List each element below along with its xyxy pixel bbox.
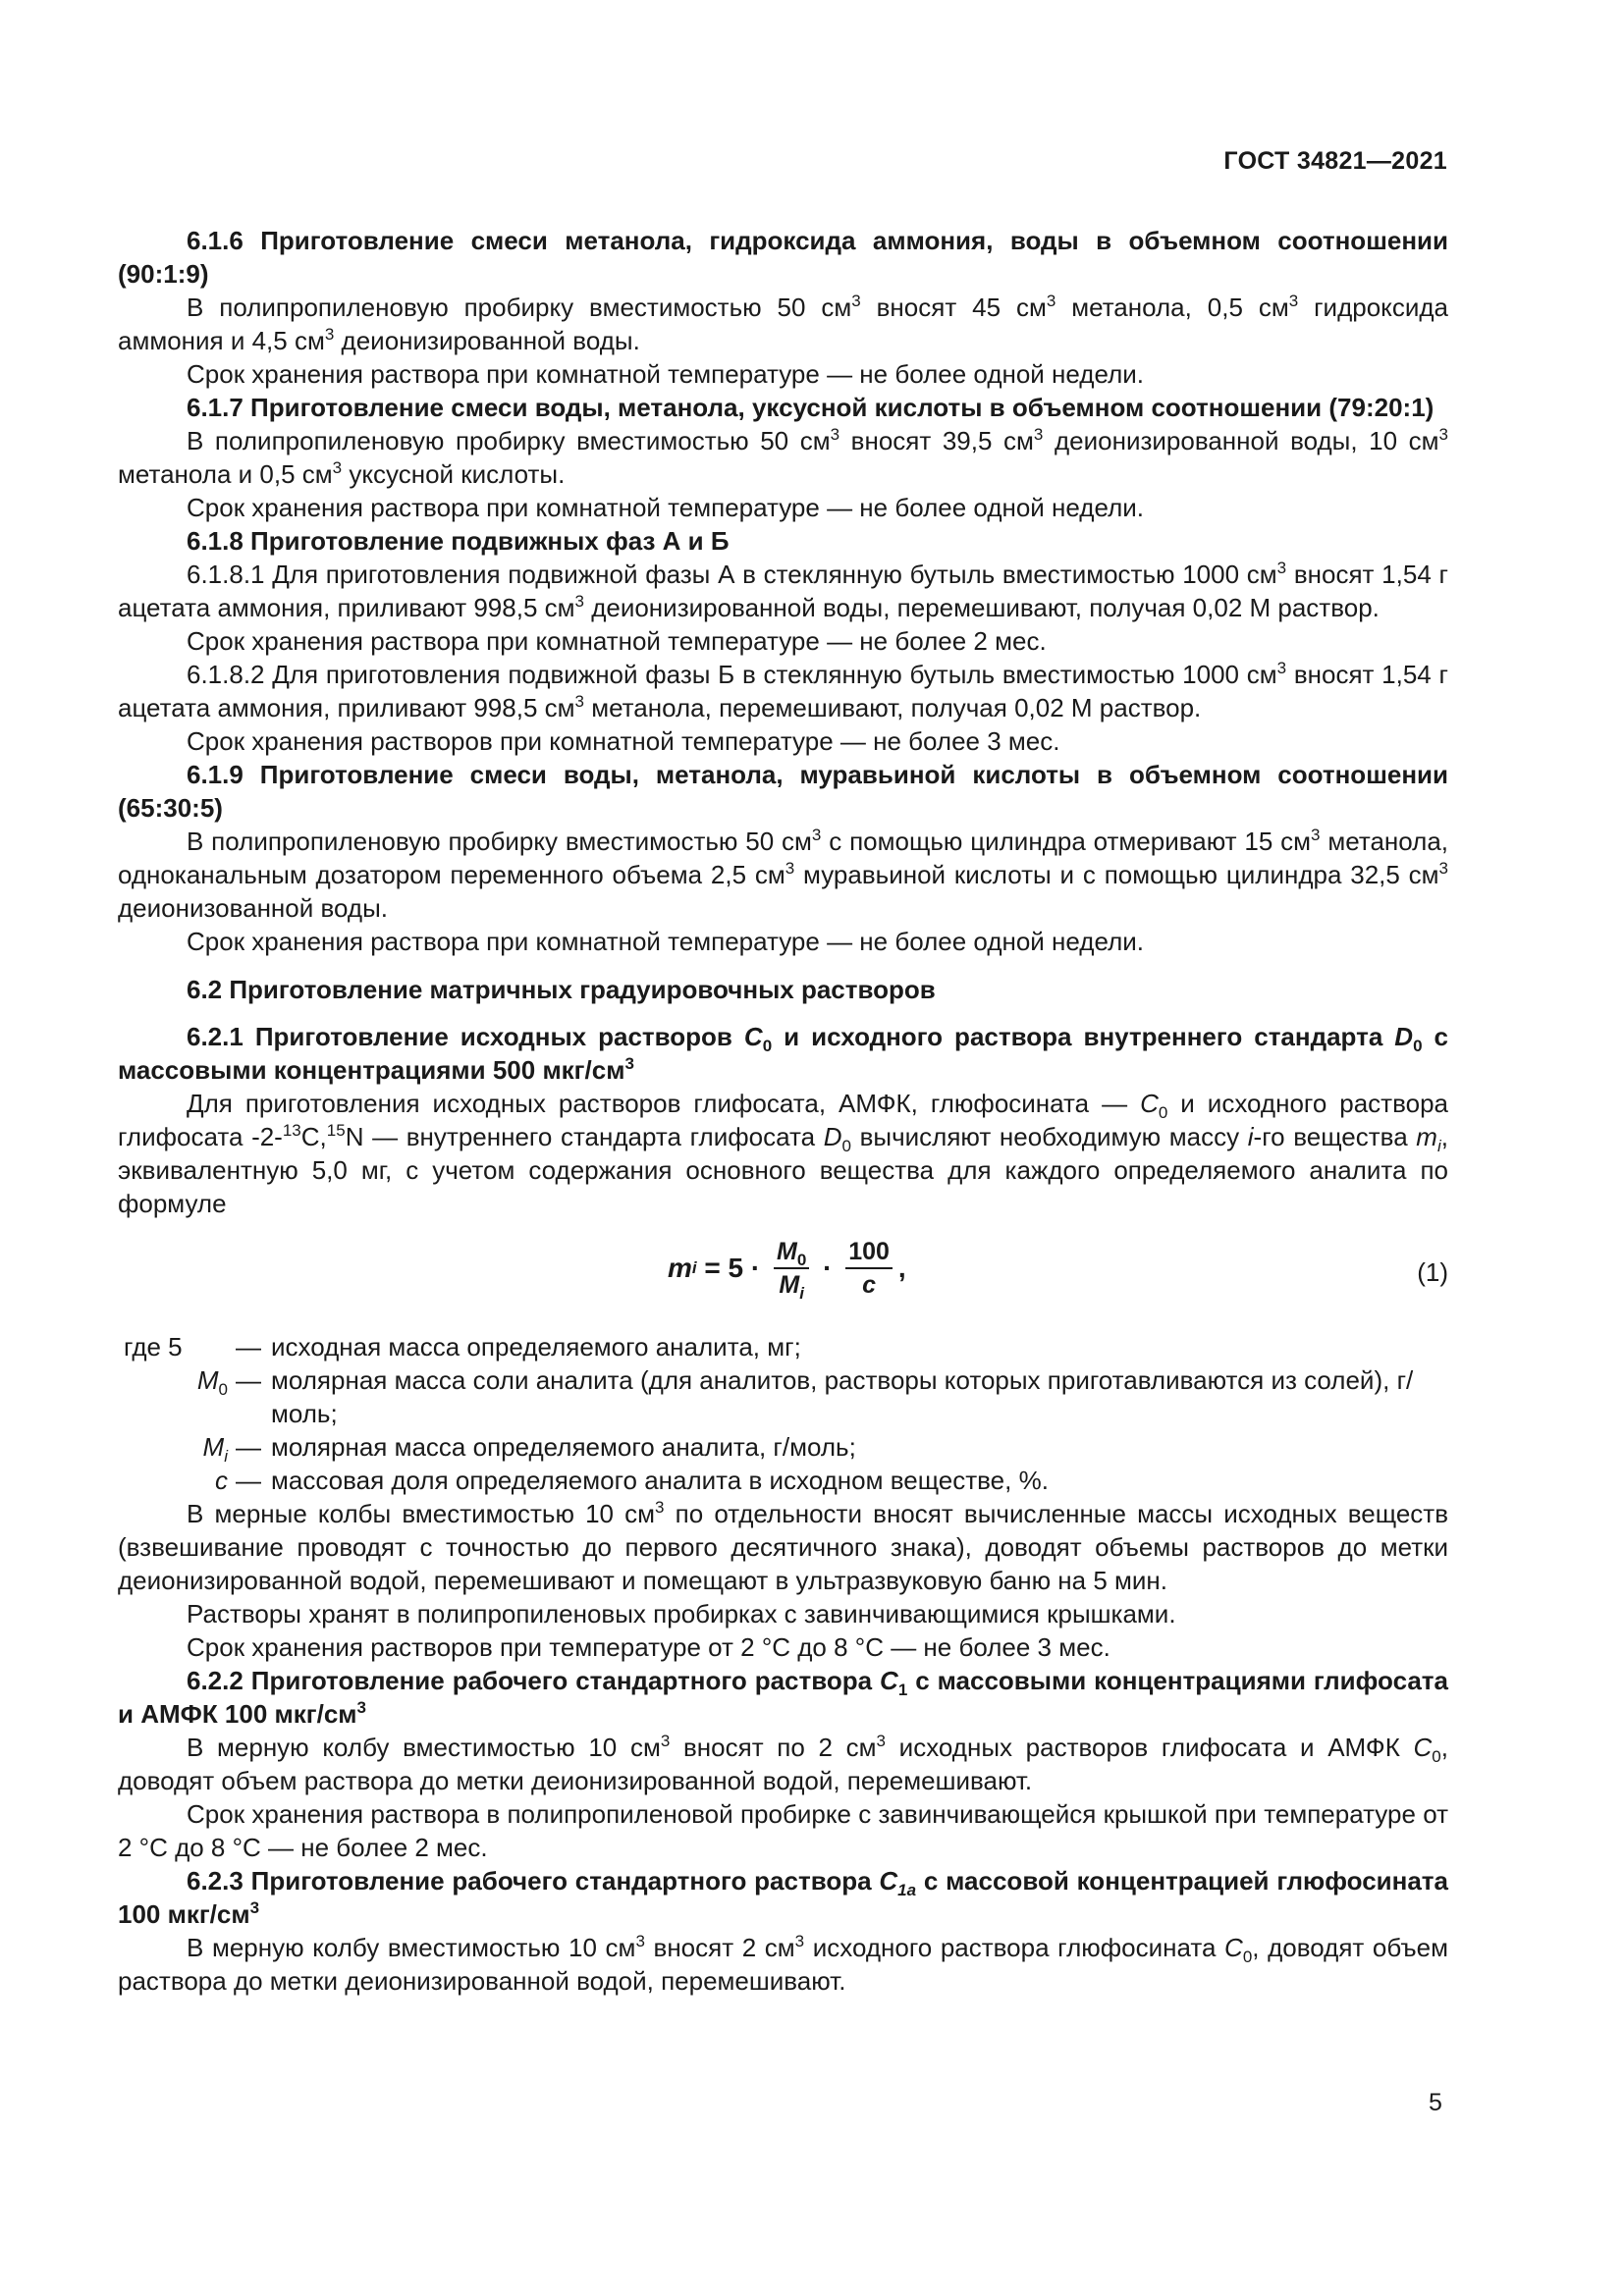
formula-1 — [118, 1226, 1448, 1322]
document-code: ГОСТ 34821—2021 — [1223, 147, 1447, 175]
section-6-1-8-1-para: 6.1.8.1 Для приготовления подвижной фазы А в стеклянную бутыль вместимостью 1000 $см^3$ вносят 1,54 г ацетата аммония, приливают 998,5 $см^3$ деионизированной воды, перемешивают, получая 0,02 М раствор. — [118, 559, 1448, 622]
formula-number: (1) — [1417, 1257, 1448, 1287]
section-6-2-2-para: В мерную колбу вместимостью 10 $см^3$ вносят по 2 $см^3$ исходных растворов глифосата и АМФК $C_0$, доводят объем раствора до метки деионизированной водой, перемешивают. — [118, 1732, 1448, 1795]
legend-symbol: $M_0$ — [196, 1365, 228, 1399]
section-6-1-7-storage: Срок хранения раствора при комнатной температуре — не более одной недели. — [187, 493, 1144, 522]
section-6-2-1-para-2: В мерные колбы вместимостью 10 $см^3$ по отдельности вносят вычисленные массы исходных веществ (взвешивание проводят с точностью до первого десятичного знака), доводят объемы растворов до метки деионизированной водой, перемешивают и помещают в ультразвуковую баню на 5 мин. — [118, 1498, 1449, 1595]
legend-symbol: c — [215, 1466, 228, 1495]
legend-symbol: $M_i$ — [202, 1432, 228, 1466]
section-6-1-7-para: В полипропиленовую пробирку вместимостью 50 $см^3$ вносят 39,5 $см^3$ деионизированной воды, 10 $см^3$ метанола и 0,5 $см^3$ уксусной кислоты. — [118, 425, 1448, 489]
section-6-1-6-title: 6.1.6 Приготовление смеси метанола, гидроксида аммония, воды в объемном соотношении (90:1:9) — [118, 226, 1448, 289]
section-6-1-8-2-storage: Срок хранения растворов при комнатной температуре — не более 3 мес. — [187, 726, 1060, 756]
formula-legend: где 5 — исходная масса определяемого аналита, мг; $M_0$ — молярная масса соли аналита (для аналитов, растворы которых приготавливаются из солей), г/моль; $M_i$ — молярная масса определяемого аналита, г/моль; c — массовая доля определяемого аналита в исходном веществе, %. — [118, 1330, 1448, 1497]
section-6-2-1-storage: Срок хранения растворов при температуре от 2 °С до 8 °С — не более 3 мес. — [187, 1632, 1110, 1662]
fraction-molar: $\frac{M_0}{M_i}$ — [774, 1238, 809, 1299]
legend-symbol: где 5 — [124, 1332, 183, 1362]
legend-definition: исходная масса определяемого аналита, мг; — [271, 1332, 801, 1362]
section-6-2-3-title: 6.2.3 Приготовление рабочего стандартного раствора $C_{1a}$ с массовой концентрацией глюфосината 100 мкг/$см^3$ — [118, 1866, 1448, 1929]
section-6-2-3-para: В мерную колбу вместимостью 10 $см^3$ вносят 2 $см^3$ исходного раствора глюфосината $C_0$, доводят объем раствора до метки деионизированной водой, перемешивают. — [118, 1932, 1448, 1996]
section-6-1-9-storage: Срок хранения раствора при комнатной температуре — не более одной недели. — [187, 927, 1144, 956]
section-6-1-9-para: В полипропиленовую пробирку вместимостью 50 $см^3$ с помощью цилиндра отмеривают 15 $см^3$ метанола, одноканальным дозатором переменного объема 2,5 $см^3$ муравьиной кислоты и с помощью цилиндра 32,5 $см^3$ деионизованной воды. — [118, 826, 1449, 923]
formula-expression: m i = 5 · $\frac{M_0}{M_i}$ · $\frac{100}{c}$ , — [668, 1238, 906, 1303]
section-6-1-8-title: 6.1.8 Приготовление подвижных фаз А и Б — [187, 526, 730, 556]
section-6-2-1-para: Для приготовления исходных растворов глифосата, АМФК, глюфосината — $C_0$ и исходного раствора глифосата -2-$^{13}$C,$^{15}$N — внутреннего стандарта глифосата $D_0$ вычисляют необходимую массу i-го вещества $m_i$, эквивалентную 5,0 мг, с учетом содержания основного вещества для каждого определяемого аналита по формуле — [118, 1089, 1448, 1218]
section-6-1-8-1-storage: Срок хранения раствора при комнатной температуре — не более 2 мес. — [187, 626, 1047, 656]
section-6-1-7-title: 6.1.7 Приготовление смеси воды, метанола, уксусной кислоты в объемном соотношении (79:20:1) — [187, 393, 1435, 422]
page-number: 5 — [1429, 2089, 1442, 2116]
section-6-1-9-title: 6.1.9 Приготовление смеси воды, метанола, муравьиной кислоты в объемном соотношении (65:30:5) — [118, 760, 1448, 823]
section-6-2-1-para-3: Растворы хранят в полипропиленовых пробирках с завинчивающимися крышками. — [187, 1599, 1176, 1629]
section-6-1-8-2-para: 6.1.8.2 Для приготовления подвижной фазы Б в стеклянную бутыль вместимостью 1000 $см^3$ вносят 1,54 г ацетата аммония, приливают 998,5 $см^3$ метанола, перемешивают, получая 0,02 М раствор. — [118, 659, 1448, 722]
section-6-1-6-para: В полипропиленовую пробирку вместимостью 50 $см^3$ вносят 45 $см^3$ метанола, 0,5 $см^3$ гидроксида аммония и 4,5 $см^3$ деионизированной воды. — [118, 292, 1448, 355]
legend-definition: молярная масса определяемого аналита, г/моль; — [271, 1432, 856, 1462]
section-6-1-6-storage: Срок хранения раствора при комнатной температуре — не более одной недели. — [187, 359, 1144, 389]
section-6-2-1-title: 6.2.1 Приготовление исходных растворов $C_0$ и исходного раствора внутреннего стандарта $D_0$ с массовыми концентрациями 500 мкг/$см^3$ — [118, 1022, 1449, 1085]
fraction-percent: $\frac{100}{c}$ — [845, 1238, 893, 1299]
section-6-2-title: 6.2 Приготовление матричных градуировочных растворов — [187, 975, 936, 1004]
section-6-2-2-title: 6.2.2 Приготовление рабочего стандартного раствора $C_1$ с массовыми концентрациями глифосата и АМФК 100 мкг/$см^3$ — [118, 1666, 1448, 1729]
legend-definition: молярная масса соли аналита (для аналитов, растворы которых приготавливаются из солей), г/моль; — [271, 1365, 1414, 1428]
section-6-2-2-storage: Срок хранения раствора в полипропиленовой пробирке с завинчивающейся крышкой при температуре от 2 °С до 8 °С — не более 2 мес. — [118, 1799, 1448, 1862]
document-body — [118, 224, 1448, 1998]
legend-definition: массовая доля определяемого аналита в исходном веществе, %. — [271, 1466, 1049, 1495]
